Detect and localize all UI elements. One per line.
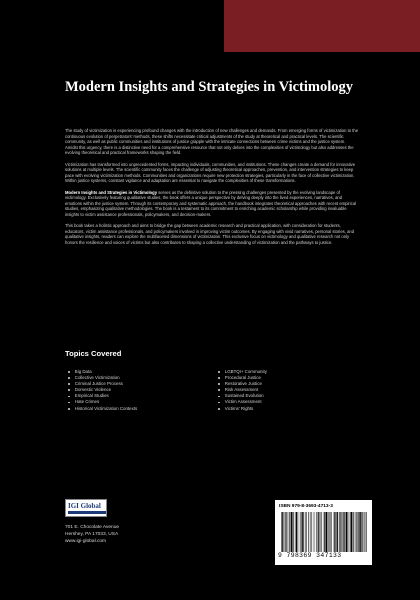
publisher-address (65, 524, 119, 546)
barcode-bar (301, 512, 302, 552)
barcode-icon (281, 512, 367, 552)
barcode-bar (331, 512, 332, 552)
barcode-bar (296, 512, 297, 552)
bullet-icon (68, 402, 70, 404)
topic-label: Risk Assessment (224, 387, 259, 393)
description-paragraph-2: Victimization has transformed into unprecedented forms, impacting individuals, communities, and institutions. These changes create a demand for innovative solutions at multiple levels. The scientific community faces the challenge of adjusting theoretical approaches, prevention, and intervention strategies to keep pace with evolving victimization methods. Communities and organizations require new protection strategies, particularly in the face of collective victimization. Within justice systems, constant vigilance and adaptation are essential to navigate the complexities of these transformations. (65, 161, 356, 184)
barcode-bar (303, 512, 304, 552)
barcode-bar (351, 512, 352, 552)
barcode-bar (353, 512, 354, 552)
barcode-bar (303, 512, 304, 552)
topic-item (215, 406, 365, 412)
barcode-bar (314, 512, 315, 552)
barcode-bar (364, 512, 365, 552)
description-paragraph-3 (65, 190, 359, 218)
barcode-bar (292, 512, 293, 552)
barcode-bar (355, 512, 356, 552)
bullet-icon (218, 396, 220, 398)
barcode-bar (318, 512, 319, 552)
bullet-icon (218, 377, 220, 379)
barcode-number: 9 798369 347133 (278, 552, 342, 559)
barcode-bar (343, 512, 344, 552)
bullet-icon (218, 402, 220, 404)
bullet-icon (218, 389, 220, 391)
publisher-logo-text: IGI Global (68, 502, 101, 510)
barcode-bar (326, 512, 327, 552)
topic-label: Hate Crimes (74, 399, 100, 405)
barcode-bar (305, 512, 306, 552)
barcode-bar (338, 512, 339, 552)
barcode-bar (358, 512, 359, 552)
barcode-bar (341, 512, 342, 552)
barcode-bar (330, 512, 331, 552)
barcode-bar (285, 512, 286, 552)
barcode-bar (320, 512, 321, 552)
topic-label: Empirical Studies (74, 393, 109, 399)
topic-label: Big Data (74, 369, 92, 374)
barcode-bar (310, 512, 311, 552)
topic-label: Procedural Justice (224, 375, 261, 381)
barcode-bar (326, 512, 327, 552)
barcode-bar (351, 512, 352, 552)
barcode-bar (343, 512, 344, 552)
barcode-bar (340, 512, 341, 552)
barcode-bar (344, 512, 345, 552)
barcode-bar (298, 512, 299, 552)
publisher-logo (65, 499, 107, 517)
barcode-bar (284, 512, 285, 552)
barcode-bar (286, 512, 287, 552)
barcode-bar (359, 512, 360, 552)
topic-label: Victim Assessment (224, 399, 262, 405)
barcode-bar (334, 512, 335, 552)
topic-label: Sustained Evolution (224, 393, 264, 399)
bullet-icon (218, 408, 220, 410)
barcode-bar (362, 512, 363, 552)
barcode-bar (347, 512, 348, 552)
bullet-icon (68, 408, 70, 410)
topic-label: Restorative Justice (224, 381, 262, 387)
top-accent-band (224, 0, 420, 52)
description-title-bold: Modern Insights and Strategies in Victimology (65, 189, 158, 195)
barcode-bar (300, 512, 301, 552)
publisher-website: www.igi-global.com (65, 539, 107, 545)
isbn-label: ISBN 979-8-3693-4713-3 (279, 504, 333, 509)
topic-label: LGBTQI+ Community (224, 369, 267, 374)
barcode-bar (337, 512, 338, 552)
bullet-icon (68, 377, 70, 379)
topics-column-left (65, 369, 215, 412)
barcode-bar (293, 512, 294, 552)
barcode-bar (302, 512, 303, 552)
barcode-bar (283, 512, 284, 552)
barcode-bar (366, 512, 367, 552)
barcode-bar (350, 512, 351, 552)
barcode-bar (291, 512, 292, 552)
bullet-icon (218, 383, 220, 385)
topics-list (65, 369, 365, 412)
barcode-bar (334, 512, 335, 552)
barcode-bar (339, 512, 340, 552)
barcode-bar (308, 512, 309, 552)
barcode-bar (360, 512, 361, 552)
book-description (65, 128, 359, 251)
barcode-bar (361, 512, 362, 552)
description-paragraph-4: This book takes a holistic approach and aims to bridge the gap between academic research and practical application, with consideration for students, educators, victim assistance professionals, and policymakers involved in improving victim outcomes. By engaging with vivid narratives, personal stories, and qualitative insights, readers can explore the multifaceted dimensions of victimization. This exclusive focus on victimology and qualitative research not only honors the resilience and voices of victims but also contributes to shaping a collective understanding of victimization and the pathways to justice. (65, 223, 355, 245)
topic-label: Collective Victimization (74, 375, 120, 381)
topic-label: Criminal Justice Process (74, 381, 123, 387)
barcode-bar (318, 512, 319, 552)
bullet-icon (68, 371, 70, 373)
barcode-bar (358, 512, 359, 552)
address-street: 701 E. Chocolate Avenue (65, 525, 120, 530)
barcode-bar (289, 512, 290, 552)
barcode-bar (319, 512, 320, 552)
bullet-icon (218, 371, 220, 373)
barcode-bar (282, 512, 283, 552)
barcode-bar (316, 512, 317, 552)
bullet-icon (68, 396, 70, 398)
topics-heading: Topics Covered (65, 349, 122, 358)
barcode-bar (312, 512, 313, 552)
barcode-bar (281, 512, 282, 552)
topic-item (65, 406, 215, 412)
address-city: Hershey, PA 17033, USA (65, 532, 119, 538)
barcode-bar (292, 512, 293, 552)
barcode-bar (324, 512, 325, 552)
barcode-bar (290, 512, 291, 552)
barcode-bar (346, 512, 347, 552)
barcode-bar (356, 512, 357, 552)
bullet-icon (68, 389, 70, 391)
barcode-bar (325, 512, 326, 552)
barcode-bar (346, 512, 347, 552)
barcode-bar (335, 512, 336, 552)
barcode-bar (324, 512, 325, 552)
description-paragraph-3-text: serves as the definitive solution to the pressing challenges presented by the evolving landscape of victimology. Exclusively featuring qualitative studies, the book offers a unique perspective by delving deeply into the lived experiences, narratives, and emotions within the justice system. Through its contemporary and systematic approach, the handbook integrates theoretical approaches with recent empirical studies, emphasizing qualitative methodologies. The book is a testament to its commitment to enriching academic scholarship while providing invaluable insights to victim assistance professionals, policymakers, and decision-makers. (65, 189, 357, 217)
barcode-bar (288, 512, 289, 552)
barcode-bar (297, 512, 298, 552)
barcode-bar (349, 512, 350, 552)
barcode-bar (336, 512, 337, 552)
barcode-bar (353, 512, 354, 552)
barcode-bar (322, 512, 323, 552)
isbn-barcode-box (275, 500, 372, 565)
publisher-logo-strip (68, 511, 106, 514)
barcode-bar (360, 512, 361, 552)
barcode-bar (345, 512, 346, 552)
topic-label: Historical Victimization Contexts (74, 405, 138, 411)
barcode-bar (329, 512, 330, 552)
bullet-icon (68, 383, 70, 385)
book-title: Modern Insights and Strategies in Victimology (65, 79, 353, 95)
barcode-bar (306, 512, 307, 552)
barcode-bar (328, 512, 329, 552)
topic-label: Domestic Violence (74, 387, 112, 393)
topics-column-right (215, 369, 365, 412)
barcode-bar (365, 512, 366, 552)
barcode-bar (295, 512, 296, 552)
description-paragraph-1: The study of victimization is experiencing profound changes with the introduction of new challenges and demands. From emerging forms of victimization to the continuous evolution of perpetrators' methods, these shifts necessitate critical adjustments of the study at theoretical and practical levels. The scientific community, as well as public communities and institutions of justice grapple with the intricate connections between crime victims and the justice system. Amidst this urgency, there is a distinctive need for a comprehensive resource that not only delves into the complexities of victimology but also addresses the evolving theoretical and practical frameworks shaping the field. (65, 128, 359, 156)
topic-label: Victims' Rights (224, 405, 254, 411)
